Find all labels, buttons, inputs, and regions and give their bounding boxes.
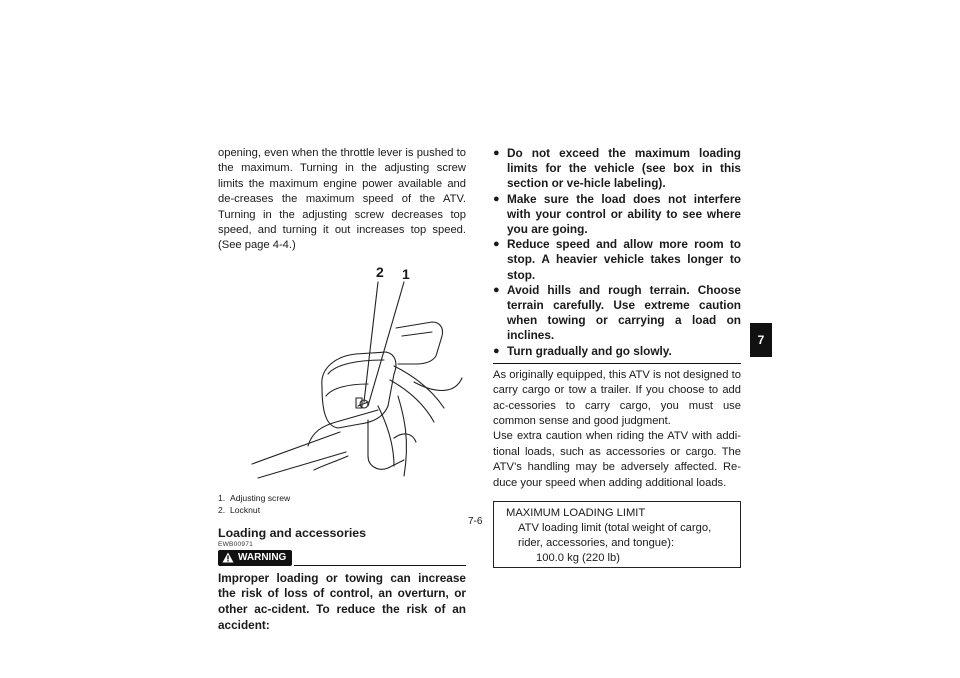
warning-rule [294, 565, 466, 566]
warning-header [218, 550, 466, 566]
right-column [493, 146, 741, 568]
intro-paragraph: opening, even when the throttle lever is pushed to the maximum. Turning in the adjusting screw limits the maximum engine power available and de-creases the maximum speed of the ATV. Turning in the adjusting screw decreases top speed, and turning it out increases top speed. (See page 4-4.) [218, 147, 466, 252]
warning-triangle-icon [222, 552, 234, 563]
max-loading-limit-box [493, 501, 741, 568]
callout-2: 2 [376, 263, 384, 280]
bullet-icon: ● [493, 344, 500, 357]
limit-description: ATV loading limit (total weight of cargo, rider, accessories, and tongue): [518, 522, 712, 550]
handlebar-illustration [218, 256, 466, 492]
throttle-figure [218, 256, 466, 492]
list-item: ● Make sure the load does not interfere with your control or ability to see where you are going. [493, 191, 741, 237]
chapter-tab: 7 [750, 323, 772, 357]
cargo-paragraph: As originally equipped, this ATV is not designed to carry cargo or tow a trailer. If you choose to add ac-cessories to carry cargo, you must use common sense and good judgment. [493, 368, 741, 428]
warning-text: Improper loading or towing can increase the risk of loss of control, an overturn, or other ac-cident. To reduce the risk of an accident: [218, 570, 466, 632]
list-item: ● Do not exceed the maximum loading limits for the vehicle (see box in this section or ve-hicle labeling). [493, 146, 741, 191]
left-column [218, 146, 466, 633]
limit-value: 100.0 kg (220 lb) [536, 552, 620, 565]
bullet-icon: ● [493, 238, 500, 251]
warning-end-rule [493, 363, 741, 364]
bullet-icon: ● [493, 192, 500, 205]
warning-code: EWB00971 [218, 540, 253, 548]
caption-item: 1. Adjusting screw [218, 492, 291, 503]
section-heading: Loading and accessories [218, 525, 367, 540]
caption-item: 2. Locknut [218, 504, 261, 515]
list-item: ● Turn gradually and go slowly. [493, 343, 672, 358]
page-number: 7-6 [468, 516, 483, 527]
limit-title: MAXIMUM LOADING LIMIT [506, 507, 646, 520]
bullet-icon: ● [493, 147, 500, 159]
list-item: ● Reduce speed and allow more room to stop. A heavier vehicle takes longer to stop. [493, 237, 741, 282]
bullet-icon: ● [493, 283, 500, 296]
caution-paragraph: Use extra caution when riding the ATV with addi-tional loads, such as accessories or cargo. The ATV’s handling may be adversely affected. Re-duce your speed when adding additional loads. [493, 430, 741, 489]
warning-bullets [493, 146, 741, 359]
warning-badge: WARNING [218, 550, 292, 566]
figure-captions [218, 492, 466, 516]
callout-1: 1 [402, 265, 410, 282]
list-item: ● Avoid hills and rough terrain. Choose terrain carefully. Use extreme caution when towing or carrying a load on inclines. [493, 282, 741, 343]
